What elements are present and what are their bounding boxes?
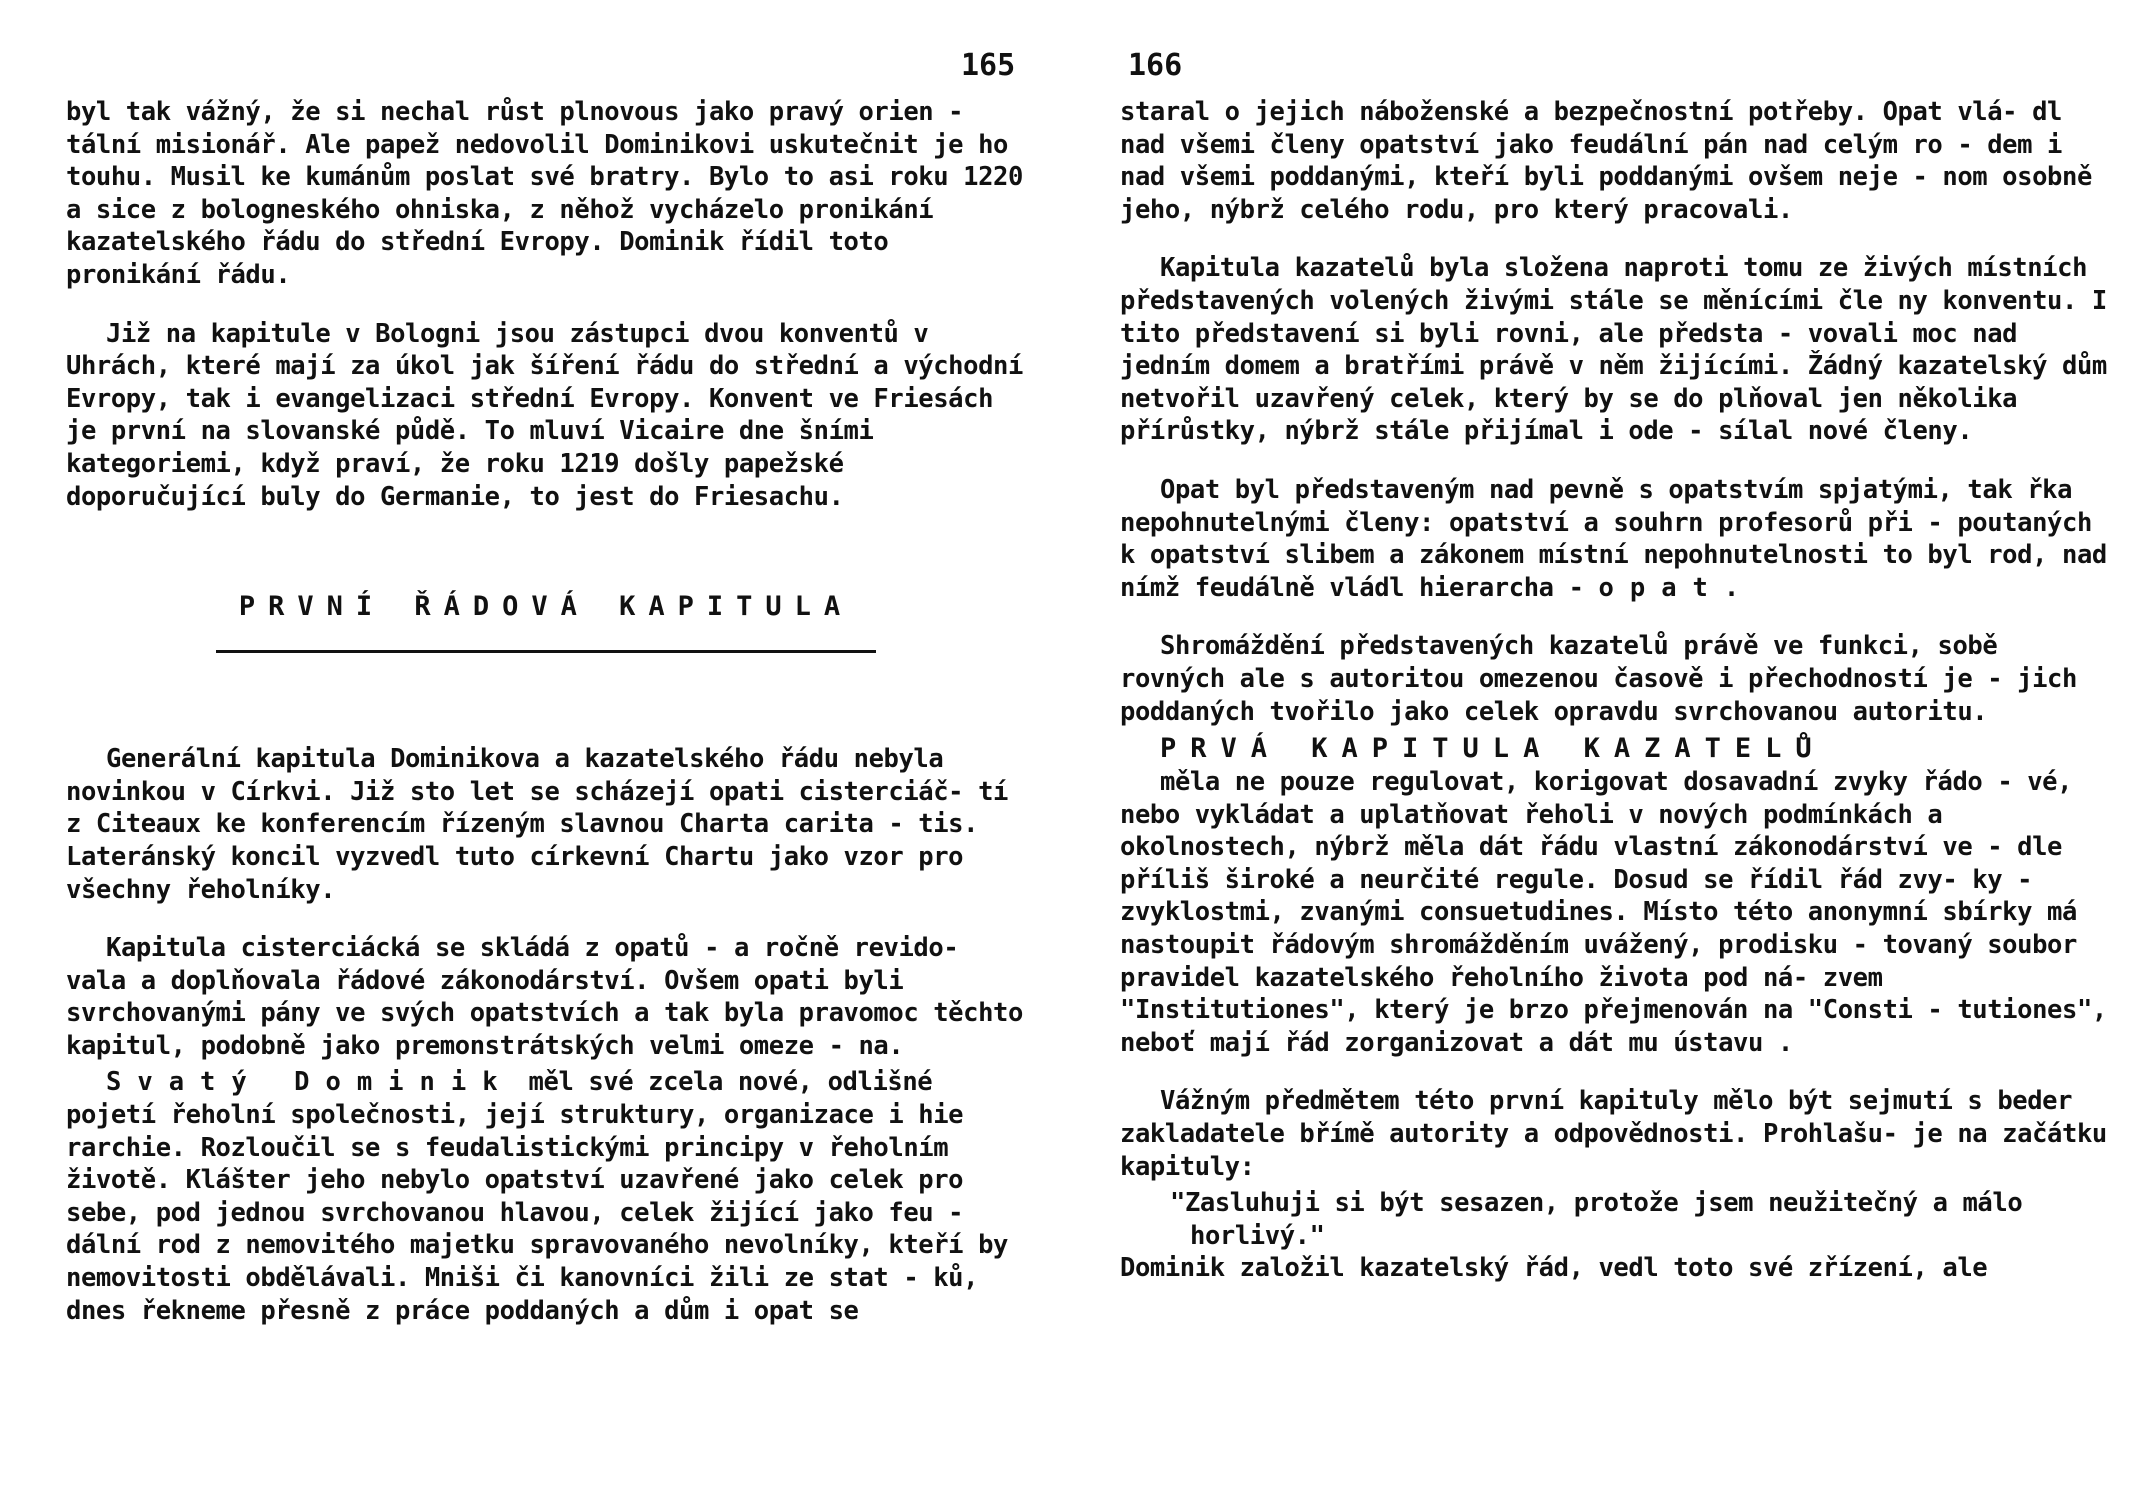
paragraph xyxy=(66,1066,1026,1327)
paragraph: Již na kapitule v Bologni jsou zástupci dvou konventů v Uhrách, které mají za úkol jak šíření řádu do střední a východní Evropy, tak i evangelizaci střední Evropy. Konvent ve Friesách je první na slovanské půdě. To mluví Vicaire dne šními kategoriemi, když praví, že roku 1219 došly papežské doporučující buly do Germanie, to jest do Friesachu. xyxy=(66,318,1023,512)
paragraph: byl tak vážný, že si nechal růst plnovous jako pravý orien - tální misionář. Ale papež nedovolil Dominikovi uskutečnit je ho touhu. Musil ke kumánům poslat své bratry. Bylo to asi roku 1220 a sice z bologneského ohniska, z něhož vycházelo pronikání kazatelského řádu do střední Evropy. Dominik řídil toto pronikání řádu. xyxy=(66,97,1023,290)
page-number: 166 xyxy=(1128,48,1183,83)
section-heading: PRVÁ KAPITULA KAZATELŮ xyxy=(1160,733,1826,765)
paragraph: Shromáždění představených kazatelů právě ve funkci, sobě rovných ale s autoritou omezenou časově i přechodností je - jich poddaných tvořilo jako celek opravdu svrchovanou autoritu. xyxy=(1120,631,2077,727)
paragraph: měla ne pouze regulovat, korigovat dosavadní zvyky řádo - vé, nebo vykládat a uplatňovat řeholi v nových podmínkách a okolnostech, nýbrž měla dát řádu vlastní zákonodárství ve - dle příliš široké a neurčité regule. Dosud se řídil řád zvy- ky - zvyklostmi, zvanými consuetudines. Místo této anonymní sbírky má nastoupit řádovým shromážděním uvážený, prodisku - tovaný soubor pravidel kazatelského řeholního života pod ná- zvem "Institutiones", který je brzo přejmenován na "Consti - tutiones", neboť mají řád zorganizovat a dát mu ústavu . xyxy=(1120,767,2107,1058)
quote-line: horlivý." xyxy=(1190,1220,1325,1251)
right-page xyxy=(1120,0,2110,1500)
paragraph xyxy=(1120,474,2110,604)
left-page xyxy=(66,0,1026,1500)
paragraph: staral o jejich náboženské a bezpečnostní potřeby. Opat vlá- dl nad všemi členy opatství jako feudální pán nad celým ro - dem i nad všemi poddanými, kteří byli poddanými ovšem neje - nom osobně jeho, nýbrž celého rodu, pro který pracovali. xyxy=(1120,97,2092,225)
paragraph-text: měl své zcela nové, odlišné pojetí řeholní společnosti, její struktury, organizace i hie rarchie. Rozloučil se s feudalistickými principy v řeholním životě. Klášter jeho nebylo opatství uzavřené jako celek pro sebe, pod jednou svrchovanou hlavou, celek žijící jako feu - dální rod z nemovitého majetku spravovaného nevolníky, kteří by nemovitosti obdělávali. Mniši či kanovníci žili ze stat - ků, dnes řekneme přesně z práce poddaných a dům i opat se xyxy=(66,1067,1008,1326)
spaced-word: opat. xyxy=(1598,572,1756,603)
quote-line: "Zasluhuji si být sesazen, protože jsem neužitečný a málo xyxy=(1170,1188,2023,1219)
heading-rule xyxy=(216,650,876,653)
paragraph: Vážným předmětem této první kapituly mělo být sejmutí s beder zakladatele břímě autority a odpovědnosti. Prohlašu- je na začátku kapituly: xyxy=(1120,1086,2107,1182)
page-content xyxy=(1120,96,2110,1311)
paragraph-text: Opat byl představeným nad pevně s opatstvím spjatými, tak řka nepohnutelnými členy: opatství a souhrn profesorů při - poutaných k opatství slibem a zákonem místní nepohnutelnosti to byl rod, nad nímž feudálně vládl hierarcha - xyxy=(1120,474,2107,603)
paragraph: Kapitula kazatelů byla složena naproti tomu ze živých místních představených volených živými stále se měnícími čle ny konventu. I tito představení si byli rovni, ale předsta - vovali moc nad jedním domem a bratřími právě v něm žijícími. Žádný kazatelský dům netvořil uzavřený celek, který by se do plňoval jen několika přírůstky, nýbrž stále přijímal i ode - sílal nové členy. xyxy=(1120,253,2107,447)
page-content xyxy=(66,96,1026,1353)
page-number: 165 xyxy=(961,48,1016,83)
chapter-title: PRVNÍ ŘÁDOVÁ KAPITULA xyxy=(238,591,854,623)
paragraph: Dominik založil kazatelský řád, vedl toto své zřízení, ale xyxy=(1120,1253,1988,1284)
spaced-name: Svatý Dominik xyxy=(106,1067,514,1098)
paragraph: Generální kapitula Dominikova a kazatelského řádu nebyla novinkou v Církvi. Již sto let se scházejí opati cisterciáč- tí z Citeaux ke konferencím řízeným slavnou Charta carita - tis. Lateránský koncil vyzvedl tuto církevní Chartu jako vzor pro všechny řeholníky. xyxy=(66,744,1008,905)
paragraph: Kapitula cisterciácká se skládá z opatů - a ročně revido- vala a doplňovala řádové zákonodárství. Ovšem opati byli svrchovanými pány ve svých opatstvích a tak byla pravomoc těchto kapitul, podobně jako premonstrátských velmi omeze - na. xyxy=(66,933,1023,1061)
chapter-heading xyxy=(66,591,1026,653)
